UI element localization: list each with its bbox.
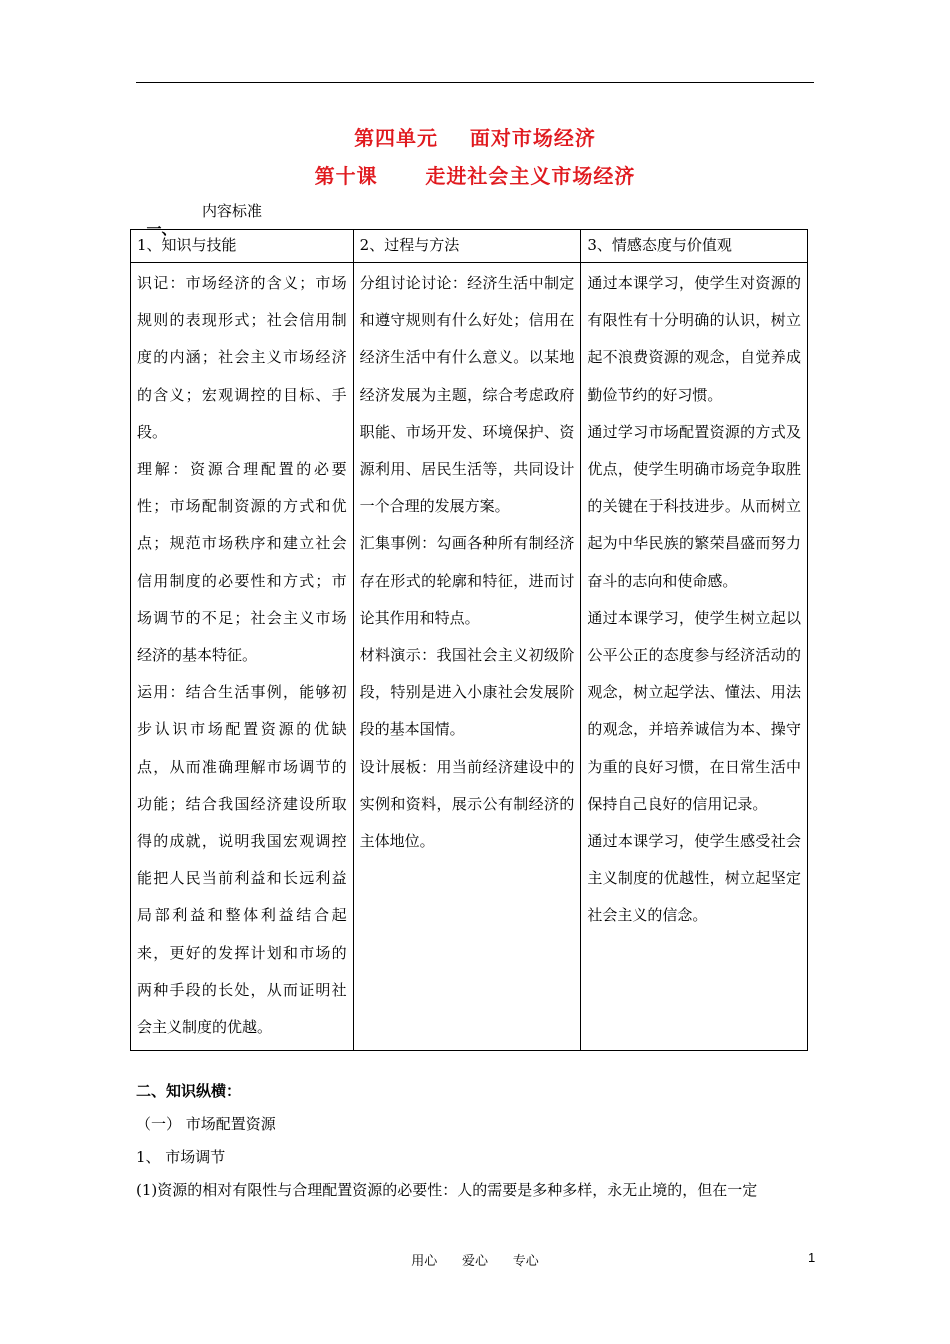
unit-title: 第四单元 面对市场经济 xyxy=(354,126,596,150)
header-emotion-values: 3、情感态度与价值观 xyxy=(581,230,808,263)
method-material-demo: 材料演示：我国社会主义初级阶段，特别是进入小康社会发展阶段的基本国情。 xyxy=(359,646,575,739)
subsection-market-regulation: 1、 市场调节 xyxy=(136,1148,226,1166)
value-competition: 通过学习市场配置资源的方式及优点，使学生明确市场竞争取胜的关键在于科技进步。从而树立起为中华民族的繁荣昌盛而努力奋斗的志向和使命感。 xyxy=(587,422,801,590)
value-socialism: 通过本课学习，使学生感受社会主义制度的优越性，树立起坚定社会主义的信念。 xyxy=(587,832,801,925)
value-resources: 通过本课学习，使学生对资源的有限性有十分明确的认识，树立起不浪费资源的观念，自觉养成勤俭节约的好习惯。 xyxy=(587,274,801,404)
header-rule xyxy=(136,82,814,83)
lesson-title: 第十课 走进社会主义市场经济 xyxy=(314,164,636,188)
knowledge-apply: 运用：结合生活事例，能够初步认识市场配置资源的优缺点，从而准确理解市场调节的功能；结合我国经济建设所取得的成就，说明我国宏观调控能把人民当前利益和长远利益局部利益和整体利益结合起来，更好的发挥计划和市场的两种手段的长处，从而证明社会主义制度的优越。 xyxy=(137,683,347,1037)
knowledge-memorize: 识记：市场经济的含义；市场规则的表现形式；社会信用制度的内涵；社会主义市场经济的含义；宏观调控的目标、手段。 xyxy=(137,274,347,441)
subsection-market-allocation: （一） 市场配置资源 xyxy=(136,1115,276,1133)
method-design-board: 设计展板：用当前经济建设中的实例和资料，展示公有制经济的主体地位。 xyxy=(359,757,575,851)
table-header-row xyxy=(131,230,808,263)
knowledge-understand: 理解：资源合理配置的必要性；市场配制资源的方式和优点；规范市场秩序和建立社会信用制度的必要性和方式；市场调节的不足；社会主义市场经济的基本特征。 xyxy=(137,460,347,665)
method-group-discussion: 分组讨论讨论：经济生活中制定和遵守规则有什么好处；信用在经济生活中有什么意义。以某地经济发展为主题，综合考虑政府职能、市场开发、环境保护、资源利用、居民生活等，共同设计一个合理的发展方案。 xyxy=(359,274,575,516)
content-standards-table xyxy=(130,229,808,1051)
value-fairness: 通过本课学习，使学生树立起以公平公正的态度参与经济活动的观念，树立起学法、懂法、用法的观念，并培养诚信为本、操守为重的良好习惯，在日常生活中保持自己良好的信用记录。 xyxy=(587,608,801,813)
header-knowledge-skills: 1、知识与技能 xyxy=(131,230,354,263)
section-heading-knowledge: 二、知识纵横： xyxy=(136,1082,242,1100)
footer-motto: 用心 爱心 专心 xyxy=(411,1254,539,1269)
method-collect-examples: 汇集事例：勾画各种所有制经济存在形式的轮廓和特征，进而讨论其作用和特点。 xyxy=(359,534,575,627)
section-number: 一、 xyxy=(146,220,177,238)
header-process-methods: 2、过程与方法 xyxy=(353,230,581,263)
table-body-row xyxy=(131,263,808,1051)
cell-knowledge-skills xyxy=(131,263,354,1051)
section-title: 内容标准 xyxy=(202,202,263,220)
page-number: 1 xyxy=(808,1250,816,1265)
cell-process-methods xyxy=(353,263,581,1051)
body-paragraph: (1)资源的相对有限性与合理配置资源的必要性：人的需要是多种多样，永无止境的，但在一定 xyxy=(136,1181,758,1199)
cell-emotion-values xyxy=(581,263,808,1051)
